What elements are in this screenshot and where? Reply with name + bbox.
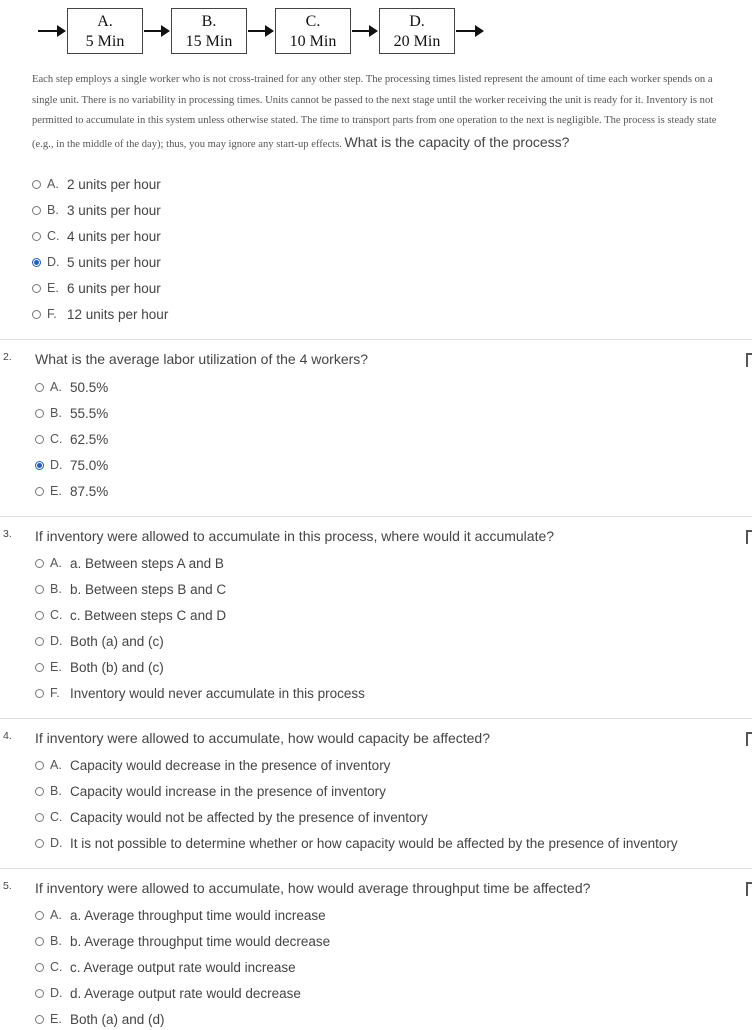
radio-button[interactable]	[35, 787, 44, 796]
option-text: d. Average output rate would decrease	[70, 985, 301, 1001]
question-divider	[0, 516, 752, 517]
option-text: Both (a) and (d)	[70, 1011, 165, 1027]
q3-option-b[interactable]	[35, 578, 226, 600]
radio-button[interactable]	[35, 911, 44, 920]
radio-button[interactable]	[35, 663, 44, 672]
question-1-text: What is the capacity of the process?	[344, 133, 570, 150]
q4-option-b[interactable]	[35, 780, 386, 802]
option-text: 5 units per hour	[67, 254, 161, 270]
question-number: 5.	[3, 880, 12, 892]
question-1-intro	[32, 70, 732, 155]
radio-button[interactable]	[35, 383, 44, 392]
option-text: Capacity would increase in the presence of inventory	[70, 783, 386, 799]
option-text: Capacity would not be affected by the presence of inventory	[70, 809, 428, 825]
option-letter: D.	[50, 836, 63, 850]
radio-button[interactable]	[35, 611, 44, 620]
step-c-box	[275, 8, 351, 54]
q3-option-f[interactable]	[35, 682, 365, 704]
option-letter: E.	[50, 1012, 62, 1026]
flow-arrow	[38, 30, 64, 32]
option-text: 6 units per hour	[67, 280, 161, 296]
step-d-box	[379, 8, 455, 54]
q2-option-c[interactable]	[35, 428, 108, 450]
radio-button[interactable]	[35, 1015, 44, 1024]
step-letter: B.	[201, 13, 217, 30]
radio-button-selected[interactable]	[35, 461, 44, 470]
option-text: Capacity would decrease in the presence of inventory	[70, 757, 391, 773]
radio-button[interactable]	[32, 232, 41, 241]
q1-option-f[interactable]	[32, 303, 168, 325]
option-letter: E.	[50, 660, 62, 674]
flow-arrow	[352, 30, 376, 32]
option-text: 75.0%	[70, 457, 109, 473]
q3-option-c[interactable]	[35, 604, 226, 626]
radio-button[interactable]	[35, 487, 44, 496]
question-divider	[0, 718, 752, 719]
question-5-text: If inventory were allowed to accumulate, how would average throughput time be affected?	[35, 880, 591, 896]
step-time: 20 Min	[393, 33, 441, 50]
radio-button-selected[interactable]	[32, 258, 41, 267]
option-text: 2 units per hour	[67, 176, 161, 192]
option-text: Both (b) and (c)	[70, 659, 164, 675]
q5-option-c[interactable]	[35, 956, 296, 978]
option-letter: D.	[50, 986, 63, 1000]
option-text: 50.5%	[70, 379, 109, 395]
radio-button[interactable]	[35, 559, 44, 568]
option-letter: C.	[47, 229, 60, 243]
radio-button[interactable]	[35, 937, 44, 946]
option-letter: C.	[50, 810, 63, 824]
option-letter: A.	[50, 380, 62, 394]
option-text: It is not possible to determine whether or how capacity would be affected by the presence of inventory	[70, 835, 678, 851]
radio-button[interactable]	[35, 761, 44, 770]
option-letter: D.	[50, 458, 63, 472]
flow-arrow	[456, 30, 482, 32]
option-text: 3 units per hour	[67, 202, 161, 218]
radio-button[interactable]	[32, 180, 41, 189]
q1-option-c[interactable]	[32, 225, 161, 247]
q5-option-d[interactable]	[35, 982, 301, 1004]
option-letter: A.	[50, 758, 62, 772]
q2-option-d[interactable]	[35, 454, 108, 476]
option-letter: F.	[47, 307, 57, 321]
question-divider	[0, 339, 752, 340]
option-letter: A.	[47, 177, 59, 191]
option-letter: B.	[50, 406, 62, 420]
flag-icon[interactable]	[746, 530, 752, 544]
option-letter: B.	[50, 784, 62, 798]
q1-option-b[interactable]	[32, 199, 161, 221]
radio-button[interactable]	[35, 839, 44, 848]
q3-option-e[interactable]	[35, 656, 164, 678]
radio-button[interactable]	[32, 310, 41, 319]
option-letter: B.	[50, 934, 62, 948]
step-b-box	[171, 8, 247, 54]
q5-option-b[interactable]	[35, 930, 330, 952]
q2-option-e[interactable]	[35, 480, 108, 502]
q2-option-b[interactable]	[35, 402, 108, 424]
option-letter: A.	[50, 908, 62, 922]
step-time: 15 Min	[185, 33, 233, 50]
option-letter: C.	[50, 432, 63, 446]
scenario-description: Each step employs a single worker who is not cross-trained for any other step. The processing times listed represent the amount of time each worker spends on a single unit. There is no variability in processing times. Units cannot be passed to the next stage until the worker receiving the unit is ready for it. Inventory is not permitted to accumulate in this system unless otherwise stated. The time to transport parts from one operation to the next is negligible. The process is steady state (e.g., in the middle of the day); thus, you may ignore any start-up effects.	[32, 74, 717, 150]
option-text: b. Average throughput time would decrease	[70, 933, 331, 949]
step-time: 5 Min	[85, 33, 125, 50]
flag-icon[interactable]	[746, 732, 752, 746]
question-4-text: If inventory were allowed to accumulate, how would capacity be affected?	[35, 730, 490, 746]
q4-option-d[interactable]	[35, 832, 678, 854]
option-text: a. Between steps A and B	[70, 555, 224, 571]
q3-option-a[interactable]	[35, 552, 224, 574]
q5-option-e[interactable]	[35, 1008, 165, 1030]
flag-icon[interactable]	[746, 353, 752, 367]
radio-button[interactable]	[35, 813, 44, 822]
question-number: 4.	[3, 730, 12, 742]
option-letter: E.	[50, 484, 62, 498]
q3-option-d[interactable]	[35, 630, 164, 652]
radio-button[interactable]	[35, 435, 44, 444]
option-letter: C.	[50, 608, 63, 622]
radio-button[interactable]	[35, 409, 44, 418]
option-letter: A.	[50, 556, 62, 570]
option-text: 87.5%	[70, 483, 109, 499]
option-text: a. Average throughput time would increase	[70, 907, 326, 923]
option-letter: D.	[47, 255, 60, 269]
radio-button[interactable]	[35, 689, 44, 698]
question-2-text: What is the average labor utilization of the 4 workers?	[35, 351, 369, 367]
process-diagram	[0, 0, 752, 60]
step-letter: D.	[409, 13, 425, 30]
radio-button[interactable]	[35, 637, 44, 646]
option-text: Inventory would never accumulate in this process	[70, 685, 365, 701]
option-text: c. Between steps C and D	[70, 607, 227, 623]
option-letter: B.	[47, 203, 59, 217]
q1-option-a[interactable]	[32, 173, 161, 195]
option-text: Both (a) and (c)	[70, 633, 164, 649]
flow-arrow	[144, 30, 168, 32]
option-text: b. Between steps B and C	[70, 581, 227, 597]
step-letter: C.	[305, 13, 321, 30]
q4-option-a[interactable]	[35, 754, 390, 776]
question-number: 3.	[3, 528, 12, 540]
option-letter: B.	[50, 582, 62, 596]
question-number: 2.	[3, 351, 12, 363]
radio-button[interactable]	[32, 284, 41, 293]
step-a-box	[67, 8, 143, 54]
question-divider	[0, 868, 752, 869]
flow-arrow	[248, 30, 272, 32]
q5-option-a[interactable]	[35, 904, 326, 926]
option-text: 55.5%	[70, 405, 109, 421]
q1-option-d[interactable]	[32, 251, 161, 273]
radio-button[interactable]	[35, 585, 44, 594]
radio-button[interactable]	[32, 206, 41, 215]
step-time: 10 Min	[289, 33, 337, 50]
option-text: 12 units per hour	[67, 306, 169, 322]
option-letter: C.	[50, 960, 63, 974]
option-text: c. Average output rate would increase	[70, 959, 296, 975]
flag-icon[interactable]	[746, 882, 752, 896]
option-text: 4 units per hour	[67, 228, 161, 244]
question-3-text: If inventory were allowed to accumulate in this process, where would it accumulate?	[35, 528, 555, 544]
step-letter: A.	[97, 13, 113, 30]
option-letter: F.	[50, 686, 60, 700]
q2-option-a[interactable]	[35, 376, 108, 398]
option-text: 62.5%	[70, 431, 109, 447]
option-letter: D.	[50, 634, 63, 648]
q4-option-c[interactable]	[35, 806, 428, 828]
radio-button[interactable]	[35, 989, 44, 998]
option-letter: E.	[47, 281, 59, 295]
q1-option-e[interactable]	[32, 277, 161, 299]
radio-button[interactable]	[35, 963, 44, 972]
